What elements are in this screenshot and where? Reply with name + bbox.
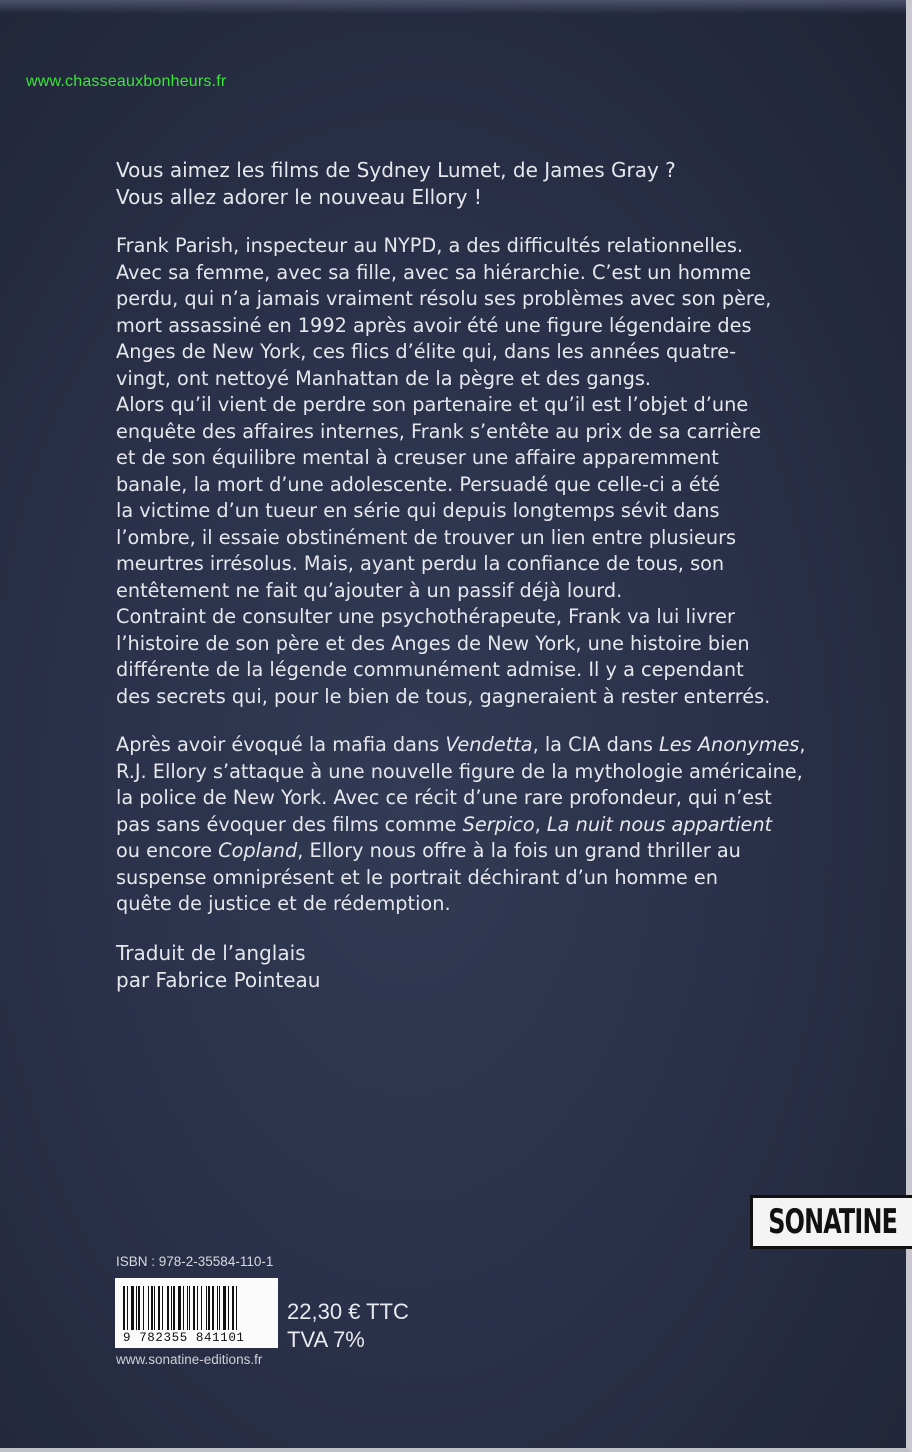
review-text: , Ellory nous offre à la fois un grand thriller au	[297, 839, 741, 862]
barcode-bar	[206, 1286, 207, 1330]
barcode-bar	[123, 1286, 125, 1330]
barcode-bar	[131, 1286, 134, 1330]
barcode-bar	[223, 1286, 226, 1330]
review-text: pas sans évoquer des films comme	[116, 812, 463, 836]
publisher-logo-text: SONATINE	[767, 1202, 898, 1242]
synopsis-line: Anges de New York, ces flics d’élite qui, dans les années quatre-	[116, 340, 737, 363]
barcode-bar	[228, 1286, 229, 1330]
synopsis-line: Avec sa femme, avec sa fille, avec sa hiérarchie. C’est un homme	[116, 260, 752, 284]
synopsis-line: différente de la légende communément admise. Il y a cependant	[116, 658, 744, 681]
tagline-line: Vous aimez les films de Sydney Lumet, de James Gray ?	[116, 158, 676, 182]
barcode-bar	[232, 1286, 234, 1330]
barcode-bar	[162, 1286, 163, 1330]
publisher-logo	[750, 1195, 912, 1249]
barcode-bar	[148, 1286, 149, 1330]
review	[116, 732, 816, 918]
review-text: , la CIA dans	[532, 733, 660, 756]
translation-line: Traduit de l’anglais	[116, 940, 306, 965]
review-text: Après avoir évoqué la mafia dans	[116, 733, 446, 756]
barcode	[115, 1278, 278, 1348]
title-la-nuit-nous-appartient: La nuit nous appartient	[546, 812, 773, 836]
synopsis-line: l’ombre, il essaie obstinément de trouver un lien entre plusieurs	[116, 525, 737, 549]
synopsis-line: la victime d’un tueur en série qui depuis longtemps sévit dans	[116, 499, 720, 522]
price-text: 22,30 € TTC	[287, 1299, 409, 1324]
barcode-bar	[183, 1286, 184, 1330]
barcode-bar	[219, 1286, 220, 1330]
barcode-bar	[138, 1286, 140, 1330]
blurb-content	[116, 157, 816, 994]
barcode-bar	[189, 1286, 190, 1330]
synopsis-line: entêtement ne fait qu’ajouter à un passif déjà lourd.	[116, 578, 623, 602]
barcode-bar	[173, 1286, 175, 1330]
barcode-bar	[187, 1286, 188, 1330]
barcode-bar	[151, 1286, 153, 1330]
barcode-bars	[123, 1286, 270, 1330]
review-line: la police de New York. Avec ce récit d’une rare profondeur, qui n’est	[116, 786, 772, 809]
synopsis-line: banale, la mort d’une adolescente. Persuadé que celle-ci a été	[116, 472, 721, 496]
title-copland: Copland	[218, 839, 298, 862]
review-line: R.J. Ellory s’attaque à une nouvelle figure de la mythologie américaine,	[116, 759, 803, 783]
synopsis-line: enquête des affaires internes, Frank s’entête au prix de sa carrière	[116, 419, 762, 443]
price-block	[287, 1298, 409, 1354]
title-serpico: Serpico	[462, 812, 535, 836]
barcode-bar	[158, 1286, 160, 1330]
translation-line: par Fabrice Pointeau	[116, 967, 321, 992]
review-text: ,	[799, 733, 806, 756]
synopsis-line: l’histoire de son père et des Anges de New York, une histoire bien	[116, 631, 750, 655]
review-text: ou encore	[116, 839, 219, 862]
review-line	[116, 812, 816, 839]
synopsis-line: Contraint de consulter une psychothérapeute, Frank va lui livrer	[116, 605, 735, 628]
barcode-bar	[171, 1286, 172, 1330]
synopsis-line: mort assassiné en 1992 après avoir été une figure légendaire des	[116, 313, 752, 337]
publisher-website[interactable]: www.sonatine-editions.fr	[116, 1352, 263, 1367]
tagline-line: Vous allez adorer le nouveau Ellory !	[116, 185, 482, 209]
tva-text: TVA 7%	[287, 1327, 365, 1352]
barcode-bar	[154, 1286, 155, 1330]
synopsis-line: Alors qu’il vient de perdre son partenaire et qu’il est l’objet d’une	[116, 393, 749, 416]
review-line	[116, 838, 816, 865]
barcode-bar	[143, 1286, 144, 1330]
isbn-text: ISBN : 978-2-35584-110-1	[116, 1254, 274, 1269]
title-les-anonymes: Les Anonymes	[659, 733, 800, 756]
barcode-bar	[208, 1286, 210, 1330]
review-line: quête de justice et de rédemption.	[116, 892, 451, 915]
review-line	[116, 732, 816, 759]
barcode-bar	[178, 1286, 181, 1330]
watermark-url[interactable]: www.chasseauxbonheurs.fr	[26, 73, 227, 90]
barcode-bar	[201, 1286, 202, 1330]
barcode-bar	[136, 1286, 137, 1330]
synopsis-line: perdu, qui n’a jamais vraiment résolu ses problèmes avec son père,	[116, 287, 772, 310]
synopsis-line: meurtres irrésolus. Mais, ayant perdu la confiance de tous, son	[116, 552, 725, 575]
barcode-bar	[197, 1286, 198, 1330]
tagline	[116, 157, 816, 211]
review-line: suspense omniprésent et le portrait déchirant d’un homme en	[116, 865, 718, 889]
barcode-bar	[193, 1286, 195, 1330]
synopsis-line: vingt, ont nettoyé Manhattan de la pègre et des gangs.	[116, 366, 652, 390]
barcode-bar	[217, 1286, 218, 1330]
synopsis	[116, 233, 816, 710]
synopsis-line: Frank Parish, inspecteur au NYPD, a des difficultés relationnelles.	[116, 234, 743, 257]
barcode-bar	[167, 1286, 169, 1330]
barcode-number: 9 782355 841101	[123, 1331, 245, 1345]
synopsis-line: et de son équilibre mental à creuser une affaire apparemment	[116, 446, 719, 469]
barcode-bar	[236, 1286, 237, 1330]
review-text: ,	[534, 812, 547, 836]
synopsis-line: des secrets qui, pour le bien de tous, gagneraient à rester enterrés.	[116, 684, 771, 708]
barcode-bar	[127, 1286, 128, 1330]
title-vendetta: Vendetta	[445, 733, 533, 756]
barcode-bar	[212, 1286, 214, 1330]
translation-credit	[116, 940, 816, 994]
